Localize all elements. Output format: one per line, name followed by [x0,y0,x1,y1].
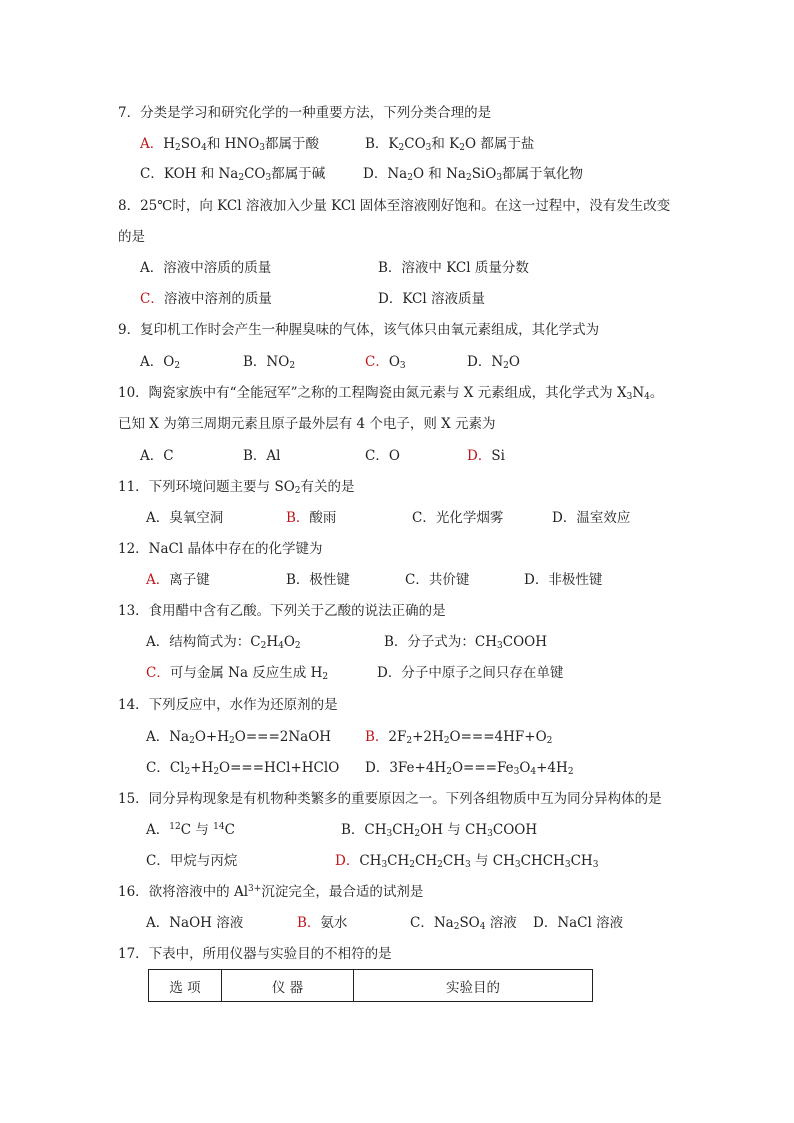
q16-option-a: A．NaOH 溶液 [146,915,244,931]
q8-option-a: A．溶液中溶质的质量 [140,260,272,276]
q7-option-b-letter: B． [365,136,389,152]
table-header-row [149,970,593,1002]
q11-option-b [286,508,336,528]
q15-option-b: B．$CH_3CH_2OH$ 与 $CH_3COOH$ [341,822,538,839]
q10-option-d-text: Si [491,448,505,464]
q12-option-a-text: 离子键 [169,572,210,588]
q9-stem: 9．复印机工作时会产生一种腥臭味的气体，该气体只由氧元素组成，其化学式为 [118,322,600,338]
q16-stem-tail: 沉淀完全，最合适的试剂是 [261,884,424,900]
q9-option-d: D．$N_2O$ [467,354,520,371]
q9-option-b: B．$NO_2$ [243,354,296,371]
q9-option-c-letter: C． [365,354,389,370]
q13-option-d: D．分子中原子之间只存在单键 [377,665,564,681]
q14-option-b: B．$2F_2+2H_2O===4HF+O_2$ [365,729,553,746]
q8-option-d: D．KCl 溶液质量 [378,291,485,307]
q12-option-c: C．共价键 [405,572,470,588]
q17-table [148,969,593,1002]
q9-option-c: C．$O_3$ [365,354,406,371]
q8-option-c-letter: C． [140,291,164,307]
q8-option-c [140,289,272,309]
q11-option-d: D．温室效应 [552,510,631,526]
q13-stem: 13．食用醋中含有乙酸。下列关于乙酸的说法正确的是 [118,603,446,619]
q14-stem: 14．下列反应中，水作为还原剂的是 [118,697,338,713]
table-header-instrument: 仪 器 [222,970,354,1002]
q15-option-c: C．甲烷与丙烷 [146,853,238,869]
q8-option-b: B．溶液中 KCl 质量分数 [378,260,529,276]
q11-stem: 11．下列环境问题主要与 $SO_2$有关的是 [118,479,355,496]
q16-stem: 16．欲将溶液中的 $Al^{3+}$沉淀完全，最合适的试剂是 [118,884,424,900]
q12-option-a-letter: A． [146,572,170,588]
q13-option-c-letter: C． [146,665,170,681]
q10-option-d [467,446,505,466]
q12-option-d: D．非极性键 [524,572,603,588]
q16-stem-text: 16．欲将溶液中的 Al [118,884,249,900]
q12-option-a [146,570,210,590]
q14-option-c: C．$Cl_2+H_2O===HCl+HClO$ [146,760,340,777]
q7-option-c-letter: C． [140,166,164,182]
q11-option-b-letter: B． [286,510,310,526]
q15-option-d: D．$CH_3CH_2CH_2CH_3$ 与 $CH_3CHCH_3CH_3$ [335,853,599,870]
q8-stem-line2: 的是 [118,229,145,245]
q11-stem-text: 11．下列环境问题主要与 SO [118,479,295,495]
q13-option-c: C．可与金属 Na 反应生成 $H_2$ [146,665,329,682]
q17-stem: 17．下表中，所用仪器与实验目的不相符的是 [118,946,392,962]
q10-option-c: C．O [365,448,400,464]
q12-option-b: B．极性键 [286,572,350,588]
q13-option-b: B．分子式为：$CH_3COOH$ [384,634,548,651]
q10-stem-line1: 10．陶瓷家族中有“全能冠军”之称的工程陶瓷由氮元素与 X 元素组成，其化学式为 $X_3N_4$。 [118,385,664,402]
q16-option-d: D．NaCl 溶液 [533,915,624,931]
q15-stem: 15．同分异构现象是有机物种类繁多的重要原因之一。下列各组物质中互为同分异构体的是 [118,791,662,807]
table-header-purpose: 实验目的 [354,970,593,1002]
q8-stem-line1: 8．25℃时，向 KCl 溶液加入少量 KCl 固体至溶液刚好饱和。在这一过程中，没有发生改变 [118,198,671,214]
q10-option-d-letter: D． [467,448,492,464]
q16-option-b-letter: B． [297,915,321,931]
q11-option-b-text: 酸雨 [309,510,337,526]
q10-option-b: B．Al [243,448,281,464]
q16-option-b [297,913,347,933]
q15-option-d-letter: D． [335,853,360,869]
q11-stem-tail: 有关的是 [300,479,355,495]
q11-option-c: C．光化学烟雾 [412,510,504,526]
q12-stem: 12．NaCl 晶体中存在的化学键为 [118,541,323,557]
q7-option-a: A．$H_2SO_4$和 $HNO_3$都属于酸 [140,136,320,153]
q7-stem: 7．分类是学习和研究化学的一种重要方法，下列分类合理的是 [118,105,492,121]
q10-stem-line1-text: 10．陶瓷家族中有“全能冠军”之称的工程陶瓷由氮元素与 X 元素组成，其化学式为 X [118,385,627,401]
q13-option-a: A．结构简式为：$C_2H_4O_2$ [146,634,301,651]
q16-option-b-text: 氨水 [320,915,348,931]
q7-option-a-letter: A． [140,136,164,152]
q10-option-a: A．C [140,448,174,464]
q7-option-c: C．KOH 和 $Na_2CO_3$都属于碱 [140,166,326,183]
q10-stem-line2: 已知 X 为第三周期元素且原子最外层有 4 个电子，则 X 元素为 [118,416,496,432]
q8-option-c-text: 溶液中溶剂的质量 [163,291,272,307]
q7-option-b: B．$K_2CO_3$和 $K_2O$ 都属于盐 [365,136,535,153]
q16-option-c: C．$Na_2SO_4$ 溶液 [410,915,517,932]
q7-option-d-letter: D． [363,166,388,182]
q7-option-d: D．$Na_2O$ 和 $Na_2SiO_3$都属于氧化物 [363,166,584,183]
table-header-option: 选 项 [149,970,222,1002]
q11-option-a: A．臭氧空洞 [146,510,224,526]
q14-option-a: A．$Na_2O+H_2O===2NaOH$ [146,729,332,746]
q14-option-b-letter: B． [365,729,389,745]
q14-option-d: D．$3Fe+4H_2O===Fe_3O_4+4H_2$ [365,760,574,777]
q15-option-a: A．$^{12}$C 与 $^{14}$C [146,822,235,838]
q9-option-a: A．$O_2$ [140,354,181,371]
